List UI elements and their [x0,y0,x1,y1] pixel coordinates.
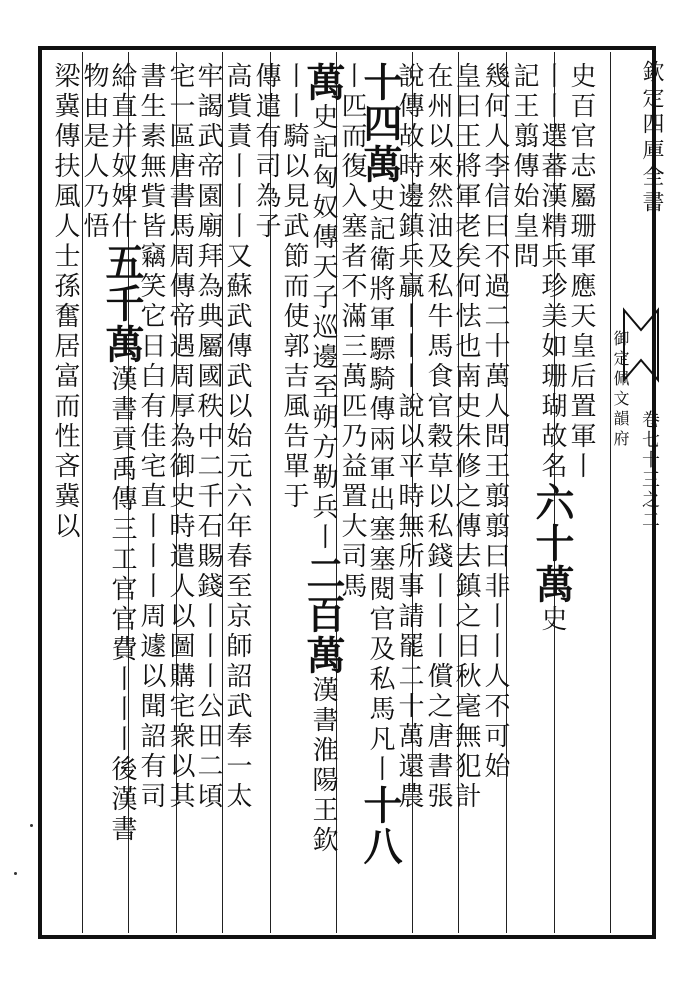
headword: 六十萬 [529,482,575,605]
column-text: 漢書貢禹傳三工官官費丨丨丨後漢書 [107,365,137,845]
column-text: 傳遣有司為子 [251,62,281,242]
column-text: 書生素無貲皆竊笑它日白有佳宅直丨丨丨周遽以聞詔有司 [136,62,166,812]
headword: 二百萬 [300,553,346,676]
text-column [300,62,346,932]
column-text: 給直并奴婢什 [107,62,137,242]
column-text: 漢書淮陽王欽 [308,676,338,856]
column-text: 史百官志屬珊軍應天皇后置軍丨 [566,62,596,482]
text-column [509,62,538,932]
text-column [50,62,79,932]
column-text: 史 [537,605,567,635]
ink-speck [30,824,33,827]
text-column [357,62,403,932]
column-text: 說傳故時邊鎮兵贏丨丨丨說以平時無所事請罷二十萬還農 [394,62,424,812]
headword: 十四萬 [357,62,403,185]
text-column [337,62,366,932]
ink-speck [14,872,17,875]
column-text: 丨丨選蕃漢精兵珍美如珊瑚故名 [537,62,567,482]
section-title: 御定佩文韻府 [611,330,630,450]
column-text: 記王翦傳始皇問 [509,62,539,272]
text-column [136,62,165,932]
column-text: 宅一區唐書馬周傳帝遇周厚為御史時遣人以圖購宅衆以其 [165,62,195,812]
text-column [423,62,452,932]
column-text: 高貲責丨丨丨又蘇武傳武以始元六年春至京師詔武奉一太 [222,62,252,812]
book-title: 欽定四庫全書 [639,60,664,216]
text-column [451,62,480,932]
juan-number: 卷七十三之二 [639,410,660,530]
column-text: 丨匹而復入塞者不滿三萬匹乃益置大司馬 [337,62,367,602]
column-text: 丨丨騎以見武節而使郭吉風告單于 [279,62,309,512]
column-rule [610,52,611,933]
text-column [279,62,308,932]
headword: 五千萬 [99,242,145,365]
headword: 十八 [357,785,403,867]
text-column [165,62,194,932]
text-column [79,62,108,932]
text-column [529,62,575,932]
column-text: 牢謁武帝園廟拜為典屬國秩中二千石賜錢丨丨丨公田二頃 [193,62,223,812]
column-text: 梁冀傳扶風人士孫奮居富而性吝冀以 [50,62,80,542]
column-text: 史記匈奴傳天子巡邊至朔方勒兵丨 [308,103,338,553]
text-column [251,62,280,932]
text-column [193,62,222,932]
column-text: 在州以來然油及私牛馬食官穀草以私錢丨丨丨償之唐書張 [423,62,453,812]
column-text: 皇曰王將軍老矣何怯也南史朱修之傳去鎮之日秋毫無犯計 [451,62,481,812]
column-text: 物由是人乃悟 [79,62,109,242]
text-column [222,62,251,932]
column-text: 史記衛將軍驃騎傳兩軍出塞塞閱官及私馬凡丨 [365,185,395,785]
headword: 萬 [300,62,346,103]
text-column [480,62,509,932]
text-column [99,62,145,932]
column-text: 幾何人李信曰不過二十萬人問王翦翦曰非丨丨人不可始 [480,62,510,782]
